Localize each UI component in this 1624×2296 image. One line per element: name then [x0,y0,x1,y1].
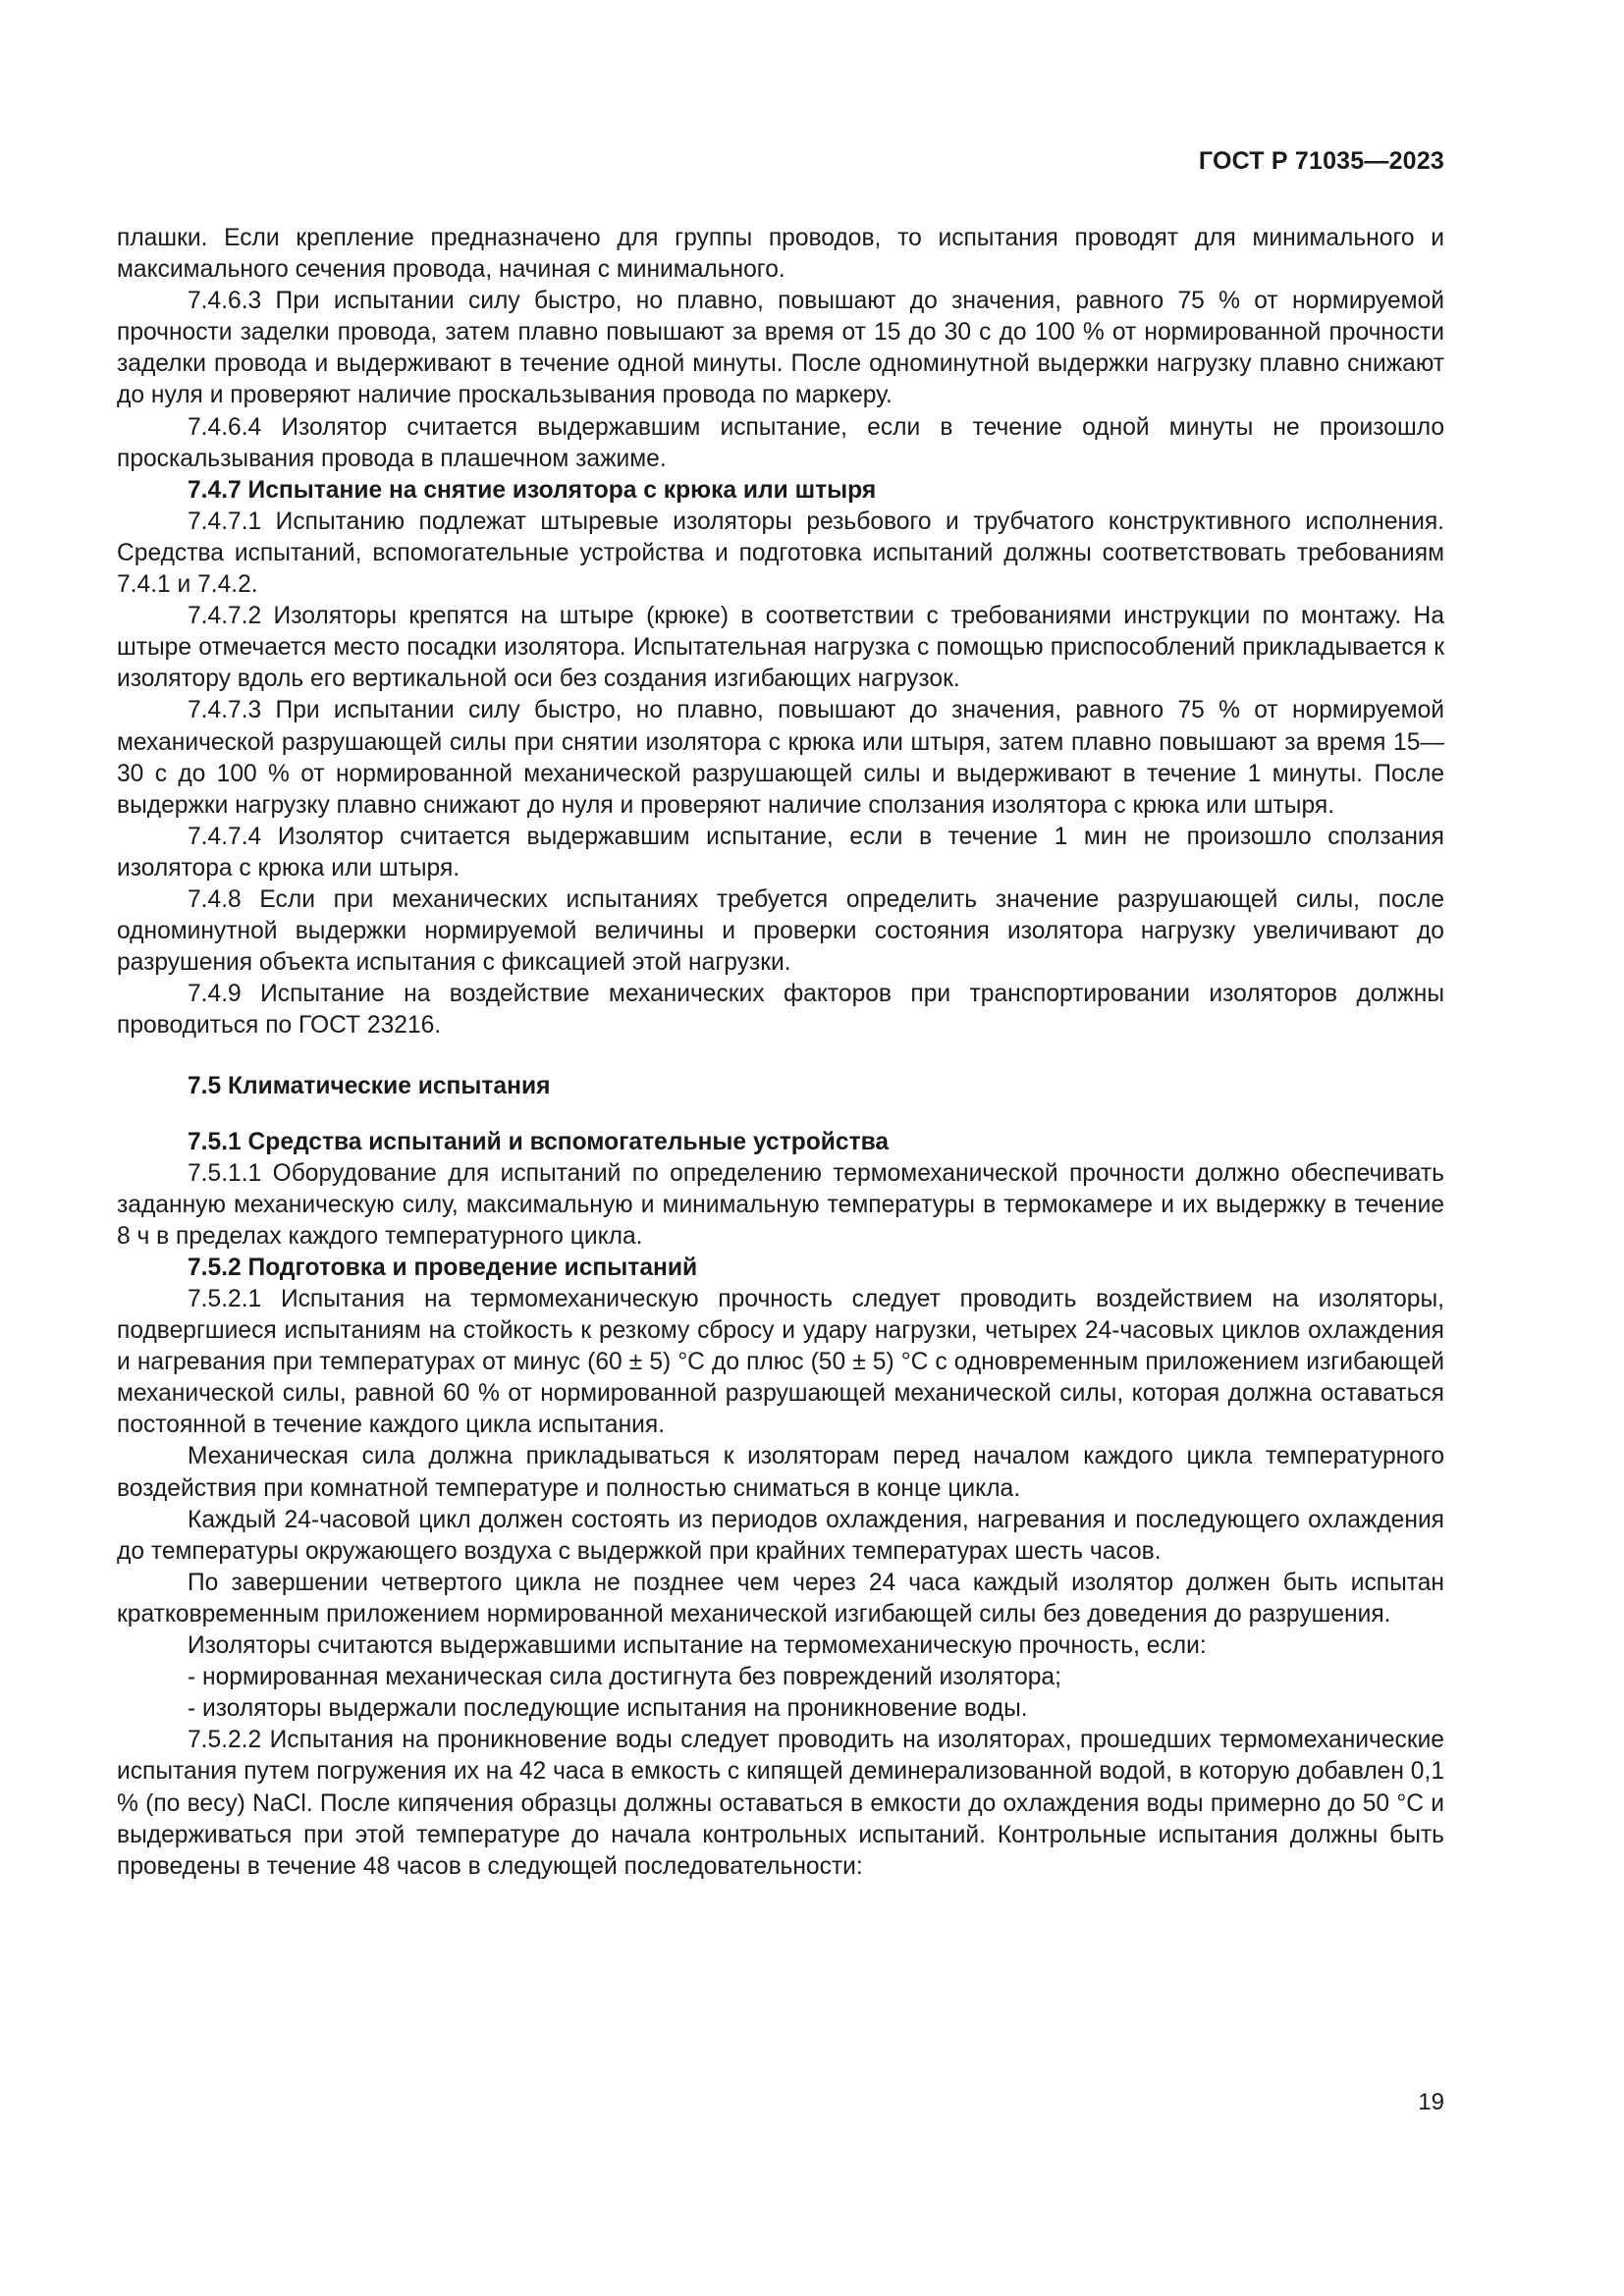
document-designation: ГОСТ Р 71035—2023 [1198,147,1444,175]
list-item: - нормированная механическая сила достигнута без повреждений изолятора; [188,1664,1061,1691]
section-heading: 7.4.7 Испытание на снятие изолятора с крюка или штыря [188,476,877,504]
paragraph: По завершении четвертого цикла не позднее чем через 24 часа каждый изолятор должен быть испытан кратковременным приложением нормированной механической изгибающей силы без доведения до разрушения. [117,1569,1444,1628]
paragraph: Каждый 24-часовой цикл должен состоять из периодов охлаждения, нагревания и последующего охлаждения до температуры окружающего воздуха с выдержкой при крайних температурах шесть часов. [117,1506,1444,1565]
paragraph: Механическая сила должна прикладываться к изоляторам перед началом каждого цикла температурного воздействия при комнатной температуре и полностью сниматься в конце цикла. [117,1443,1444,1502]
paragraph: 7.5.2.1 Испытания на термомеханическую прочность следует проводить воздействием на изоляторы, подвергшиеся испытаниям на стойкость к резкому сбросу и удару нагрузки, четырех 24-часовых циклов охлаждения и нагревания при температурах от минус (60 ± 5) °С до плюс (50 ± 5) °С с одновременным приложением изгибающей механической силы, равной 60 % от нормированной разрушающей механической силы, которая должна оставаться постоянной в течение каждого цикла испытания. [117,1286,1444,1439]
page-body [117,223,1444,1883]
paragraph: 7.5.1.1 Оборудование для испытаний по определению термомеханической прочности должно обеспечивать заданную механическую силу, максимальную и минимальную температуры в термокамере и их выдержку в течение 8 ч в пределах каждого температурного цикла. [117,1159,1444,1250]
spacer [117,1041,1444,1071]
page-number: 19 [1418,2089,1444,2115]
paragraph: Изоляторы считаются выдержавшими испытание на термомеханическую прочность, если: [188,1632,1207,1660]
spacer [117,1103,1444,1127]
paragraph: 7.4.6.4 Изолятор считается выдержавшим испытание, если в течение одной минуты не произошло проскальзывания провода в плашечном зажиме. [117,413,1444,472]
paragraph: 7.5.2.2 Испытания на проникновение воды следует проводить на изоляторах, прошедших термомеханические испытания путем погружения их на 42 часа в емкость с кипящей деминерализованной водой, в которую добавлен 0,1 % (по весу) NaCl. После кипячения образцы должны оставаться в емкости до охлаждения воды примерно до 50 °С и выдерживаться при этой температуре до начала контрольных испытаний. Контрольные испытания должны быть проведены в течение 48 часов в следующей последовательности: [117,1727,1444,1880]
list-item: - изоляторы выдержали последующие испытания на проникновение воды. [188,1695,1028,1723]
paragraph: 7.4.6.3 При испытании силу быстро, но плавно, повышают до значения, равного 75 % от нормируемой прочности заделки провода, затем плавно повышают за время от 15 до 30 с до 100 % от нормированной прочности заделки провода и выдерживают в течение одной минуты. После одноминутной выдержки нагрузку плавно снижают до нуля и проверяют наличие проскальзывания провода по маркеру. [117,288,1444,409]
section-heading: 7.5 Климатические испытания [188,1073,551,1100]
subsection-heading: 7.5.2 Подготовка и проведение испытаний [188,1254,698,1281]
paragraph: 7.4.7.2 Изоляторы крепятся на штыре (крюке) в соответствии с требованиями инструкции по монтажу. На штыре отмечается место посадки изолятора. Испытательная нагрузка с помощью приспособлений прикладывается к изолятору вдоль его вертикальной оси без создания изгибающих нагрузок. [117,603,1444,693]
paragraph: плашки. Если крепление предназначено для группы проводов, то испытания проводят для минимального и максимального сечения провода, начиная с минимального. [117,225,1444,284]
paragraph: 7.4.8 Если при механических испытаниях требуется определить значение разрушающей силы, после одноминутной выдержки нормируемой величины и проверки состояния изолятора нагрузку увеличивают до разрушения объекта испытания с фиксацией этой нагрузки. [117,885,1444,977]
paragraph: 7.4.7.4 Изолятор считается выдержавшим испытание, если в течение 1 мин не произошло сползания изолятора с крюка или штыря. [117,823,1444,881]
subsection-heading: 7.5.1 Средства испытаний и вспомогательные устройства [188,1128,890,1155]
paragraph: 7.4.9 Испытание на воздействие механических факторов при транспортировании изоляторов должны проводиться по ГОСТ 23216. [117,981,1444,1040]
paragraph: 7.4.7.1 Испытанию подлежат штыревые изоляторы резьбового и трубчатого конструктивного исполнения. Средства испытаний, вспомогательные устройства и подготовка испытаний должны соответствовать требованиям 7.4.1 и 7.4.2. [117,507,1444,599]
paragraph: 7.4.7.3 При испытании силу быстро, но плавно, повышают до значения, равного 75 % от нормируемой механической разрушающей силы при снятии изолятора с крюка или штыря, затем плавно повышают за время 15—30 с до 100 % от нормированной механической разрушающей силы и выдерживают в течение 1 минуты. После выдержки нагрузку плавно снижают до нуля и проверяют наличие сползания изолятора с крюка или штыря. [117,697,1444,819]
